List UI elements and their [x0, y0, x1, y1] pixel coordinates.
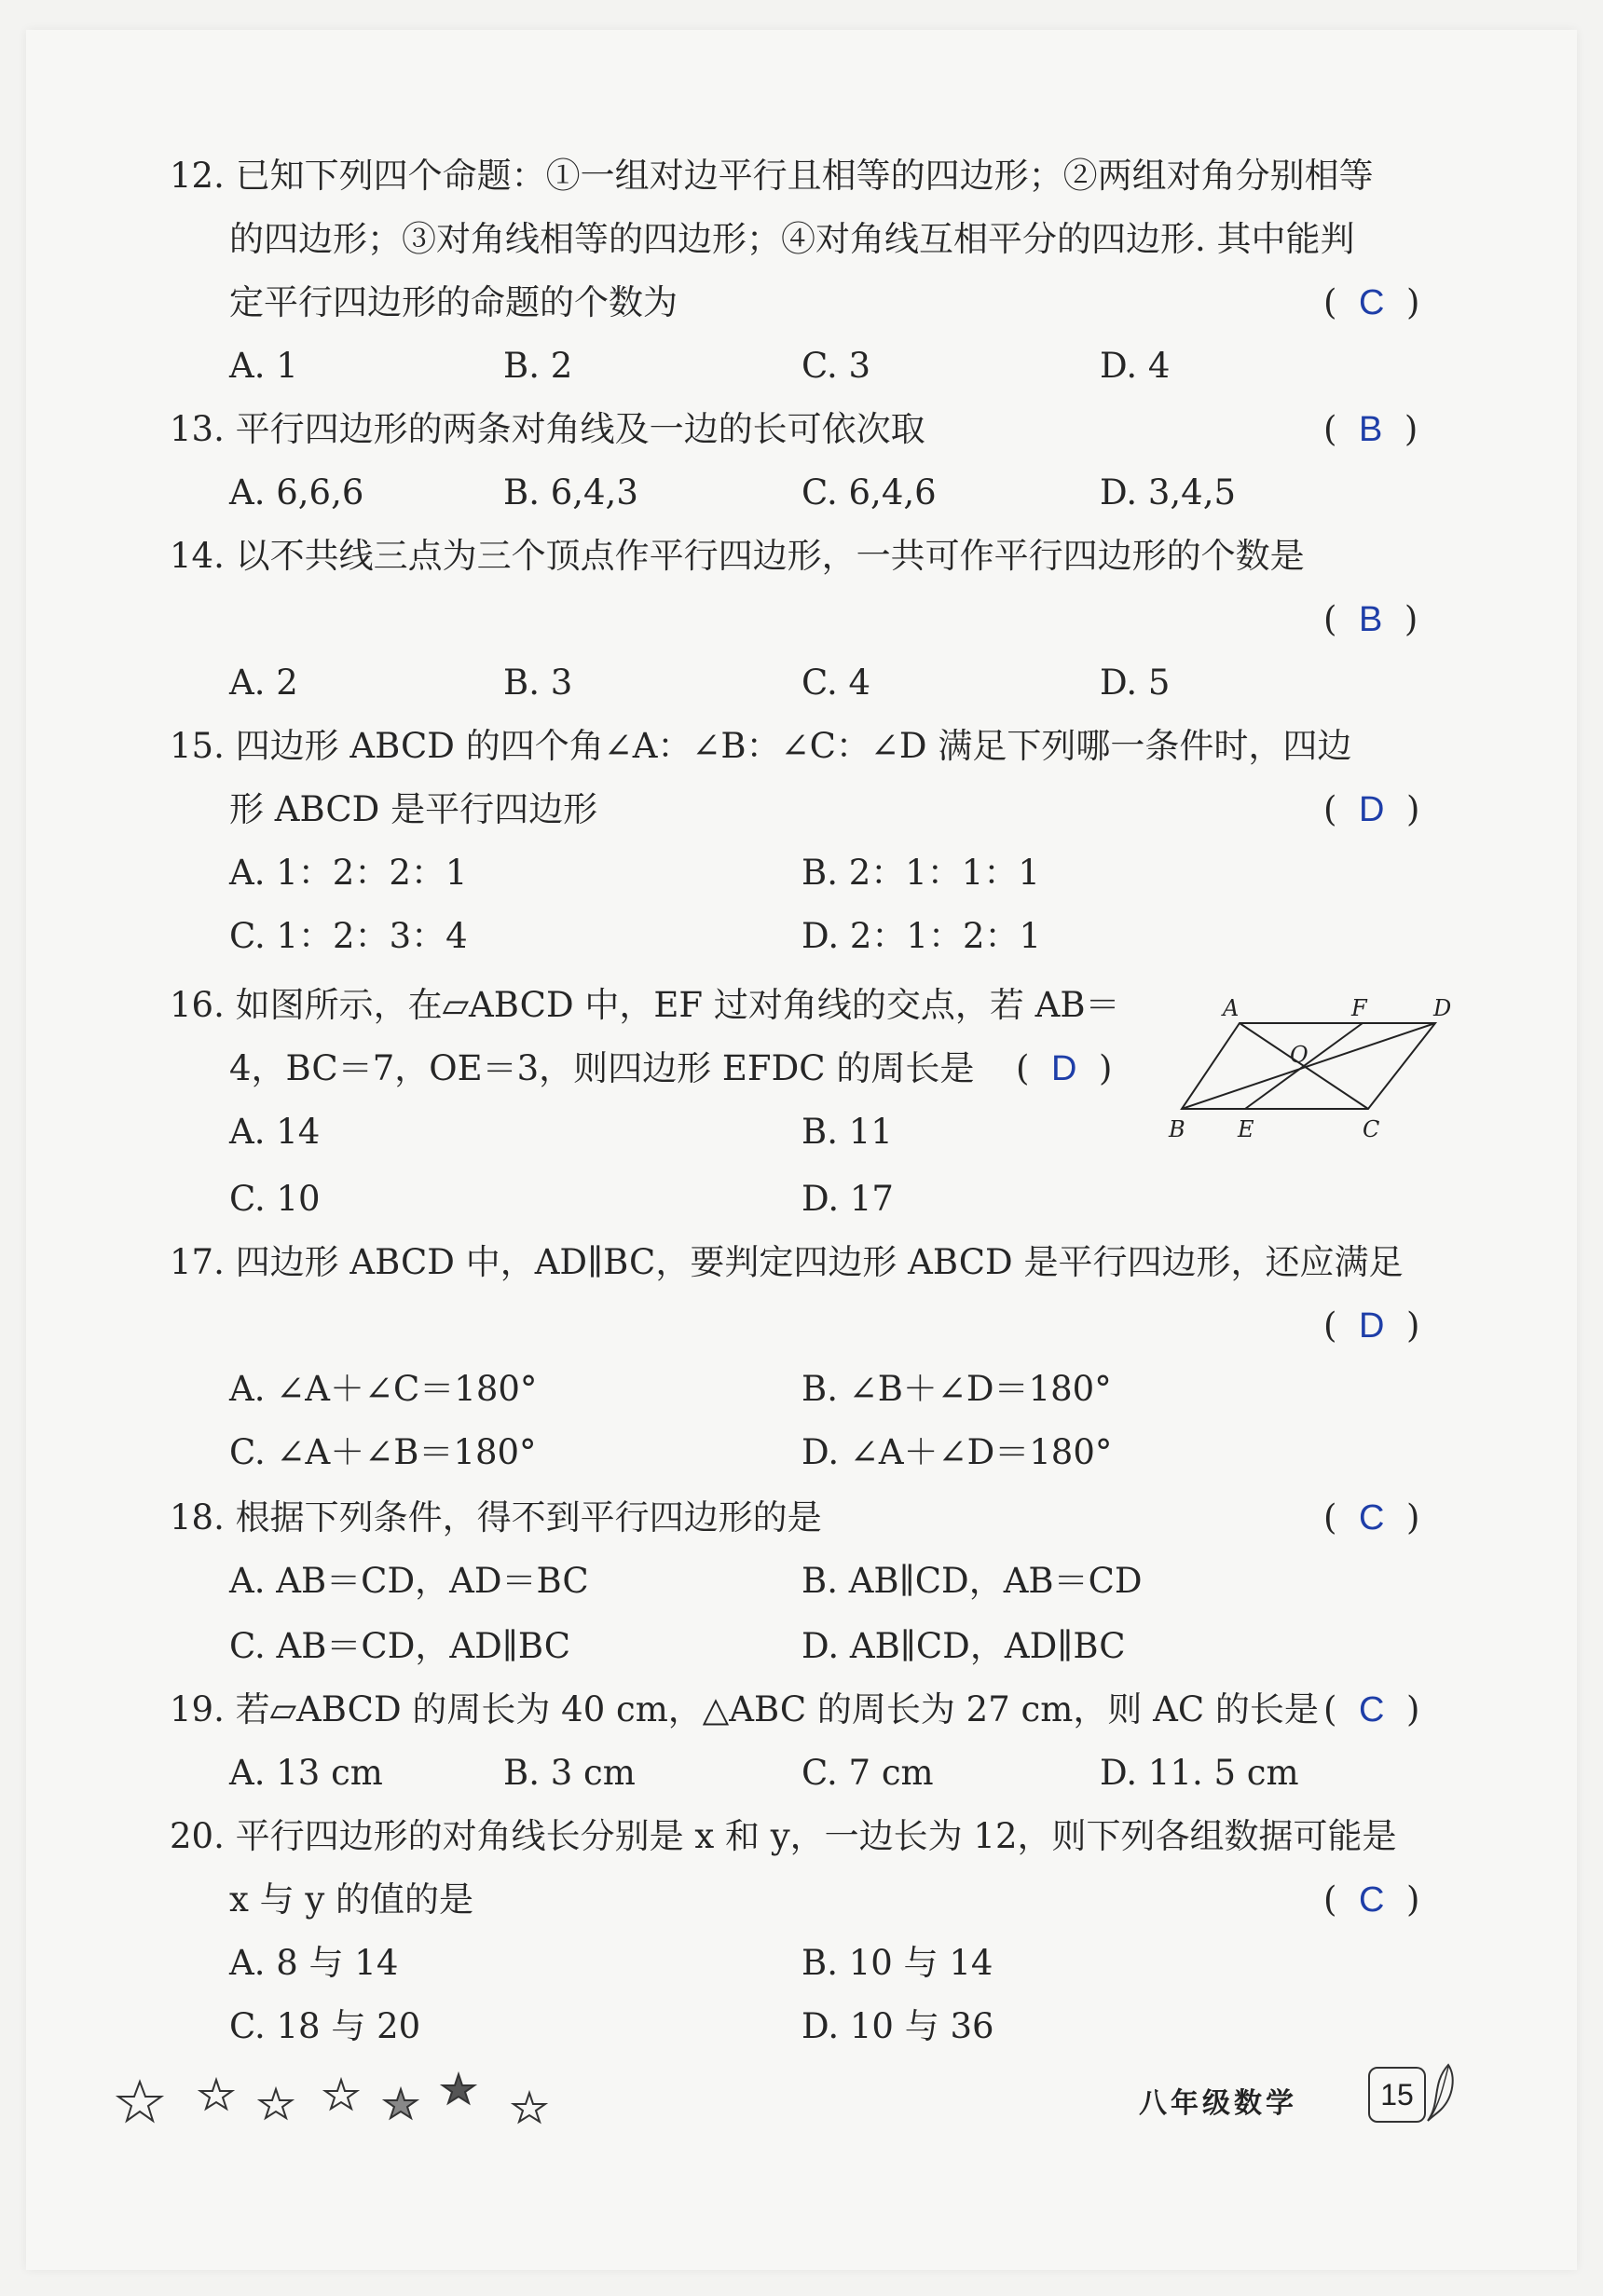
q13-option-a: A. 6,6,6: [229, 472, 364, 512]
q19-option-a: A. 13 cm: [229, 1753, 383, 1793]
q13-option-d: D. 3,4,5: [1100, 472, 1237, 512]
q12-option-a: A. 1: [229, 346, 298, 386]
diagonal-bd: [1182, 1023, 1435, 1109]
q15-option-a: A. 1：2：2：1: [229, 853, 468, 893]
q20-answer: ( C ): [1323, 1879, 1420, 1920]
q14-line1: 14. 以不共线三点为三个顶点作平行四边形，一共可作平行四边形的个数是: [170, 536, 1305, 576]
label-d: D: [1433, 995, 1452, 1021]
q15-answer-letter: D: [1358, 790, 1385, 829]
q15-line2: 形 ABCD 是平行四边形: [229, 789, 598, 829]
q16-line2: 4，BC＝7，OE＝3，则四边形 EFDC 的周长是: [229, 1048, 975, 1088]
q12-line2: 的四边形；③对角线相等的四边形；④对角线互相平分的四边形. 其中能判: [229, 219, 1355, 259]
q17-answer: ( D ): [1323, 1305, 1420, 1346]
q17-option-c: C. ∠A＋∠B＝180°: [229, 1432, 537, 1472]
star-icon: [200, 2080, 232, 2109]
q15-option-d: D. 2：1：2：1: [802, 916, 1042, 956]
q12-answer: ( C ): [1323, 282, 1420, 322]
star-icon: [118, 2082, 161, 2121]
q13-answer-letter: B: [1358, 410, 1383, 449]
q18-option-c: C. AB＝CD，AD∥BC: [229, 1626, 571, 1666]
label-f: F: [1351, 995, 1367, 1021]
q16-answer: ( D ): [1016, 1048, 1113, 1088]
q14-option-d: D. 5: [1100, 663, 1171, 703]
q16-option-c: C. 10: [229, 1179, 321, 1219]
q12-option-d: D. 4: [1100, 346, 1171, 386]
q16-answer-letter: D: [1050, 1049, 1077, 1088]
star-icon: [514, 2093, 545, 2122]
label-b: B: [1169, 1116, 1185, 1142]
q19-answer: ( C ): [1323, 1689, 1420, 1729]
q12-option-c: C. 3: [802, 346, 871, 386]
q19-option-b: B. 3 cm: [503, 1753, 636, 1793]
q13-answer: ( B ): [1323, 409, 1418, 449]
q15-answer: ( D ): [1323, 789, 1420, 829]
q14-answer-letter: B: [1358, 600, 1383, 639]
q14-option-c: C. 4: [802, 663, 871, 703]
label-a: A: [1223, 995, 1240, 1021]
q15-option-b: B. 2：1：1：1: [802, 853, 1040, 893]
q17-option-d: D. ∠A＋∠D＝180°: [802, 1432, 1113, 1472]
q12-option-b: B. 2: [503, 346, 573, 386]
leaf-decoration-icon: [1422, 2056, 1459, 2130]
q20-option-d: D. 10 与 36: [802, 2006, 994, 2046]
q18-option-d: D. AB∥CD，AD∥BC: [802, 1626, 1126, 1666]
q20-line1: 20. 平行四边形的对角线长分别是 x 和 y，一边长为 12，则下列各组数据可能是: [170, 1816, 1397, 1856]
q17-answer-letter: D: [1358, 1306, 1385, 1346]
label-o: O: [1290, 1042, 1308, 1068]
q20-option-a: A. 8 与 14: [229, 1943, 399, 1983]
q18-option-a: A. AB＝CD，AD＝BC: [229, 1561, 589, 1601]
star-icon: [443, 2074, 474, 2103]
q18-answer: ( C ): [1323, 1497, 1420, 1538]
q18-line1: 18. 根据下列条件，得不到平行四边形的是: [170, 1497, 822, 1538]
q18-answer-letter: C: [1358, 1498, 1385, 1538]
label-c: C: [1363, 1116, 1380, 1142]
q17-line1: 17. 四边形 ABCD 中，AD∥BC，要判定四边形 ABCD 是平行四边形，还应满足: [170, 1242, 1404, 1282]
star-icon: [385, 2089, 417, 2118]
q15-line1: 15. 四边形 ABCD 的四个角∠A：∠B：∠C：∠D 满足下列哪一条件时，四边: [170, 726, 1352, 766]
q16-option-b: B. 11: [802, 1112, 893, 1152]
q16-option-d: D. 17: [802, 1179, 894, 1219]
q20-option-c: C. 18 与 20: [229, 2006, 421, 2046]
q13-option-b: B. 6,4,3: [503, 472, 638, 512]
q12-line3: 定平行四边形的命题的个数为: [229, 282, 678, 322]
q13-option-c: C. 6,4,6: [802, 472, 937, 512]
q19-option-c: C. 7 cm: [802, 1753, 934, 1793]
q16-parallelogram-figure: [1165, 988, 1454, 1146]
q19-option-d: D. 11. 5 cm: [1100, 1753, 1299, 1793]
q17-option-a: A. ∠A＋∠C＝180°: [229, 1369, 538, 1409]
q16-option-a: A. 14: [229, 1112, 321, 1152]
q16-line1: 16. 如图所示，在▱ABCD 中，EF 过对角线的交点，若 AB＝: [170, 985, 1120, 1025]
book-title: 八年级数学: [1139, 2087, 1297, 2120]
q12-line1: 12. 已知下列四个命题：①一组对边平行且相等的四边形；②两组对角分别相等: [170, 156, 1374, 196]
label-e: E: [1238, 1116, 1254, 1142]
page-number: 15: [1368, 2067, 1426, 2123]
q20-answer-letter: C: [1358, 1880, 1385, 1920]
q15-option-c: C. 1：2：3：4: [229, 916, 468, 956]
q14-option-a: A. 2: [229, 663, 298, 703]
q18-option-b: B. AB∥CD，AB＝CD: [802, 1561, 1143, 1601]
star-icon: [260, 2089, 292, 2118]
q17-option-b: B. ∠B＋∠D＝180°: [802, 1369, 1112, 1409]
q20-option-b: B. 10 与 14: [802, 1943, 993, 1983]
q20-line2: x 与 y 的值的是: [229, 1879, 474, 1920]
decorative-stars: [112, 2067, 596, 2141]
q14-answer: ( B ): [1323, 599, 1418, 639]
q14-option-b: B. 3: [503, 663, 573, 703]
q13-line1: 13. 平行四边形的两条对角线及一边的长可依次取: [170, 409, 925, 449]
q12-answer-letter: C: [1358, 283, 1385, 322]
q19-line1: 19. 若▱ABCD 的周长为 40 cm，△ABC 的周长为 27 cm，则 AC 的长是: [170, 1689, 1319, 1729]
star-icon: [325, 2080, 357, 2109]
q19-answer-letter: C: [1358, 1690, 1385, 1729]
